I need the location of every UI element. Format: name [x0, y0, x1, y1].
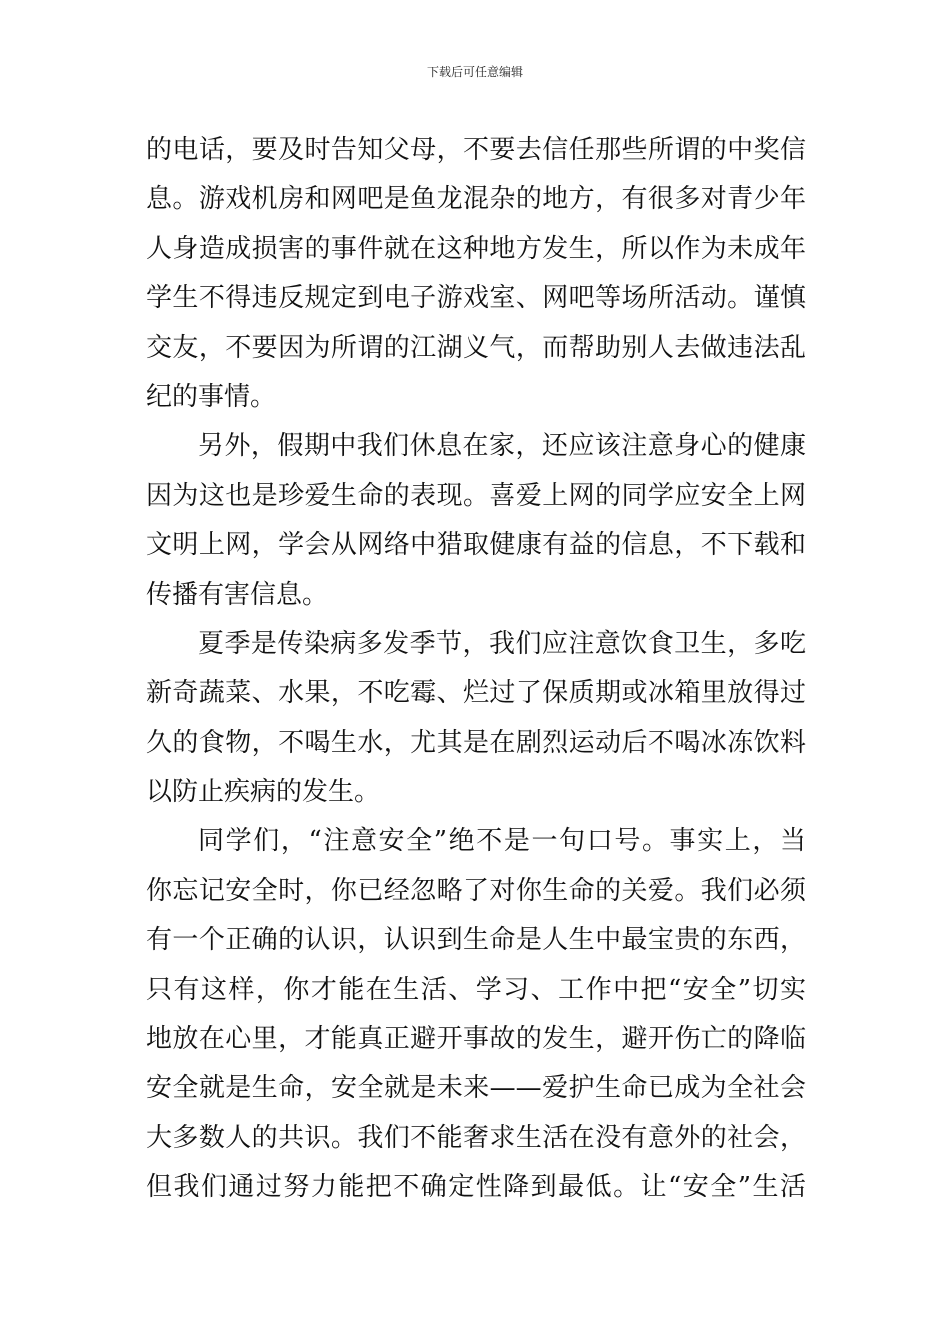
text-line: 文明上网，学会从网络中猎取健康有益的信息，不下载和: [146, 530, 806, 561]
text-line: 新奇蔬菜、水果，不吃霉、烂过了保质期或冰箱里放得过: [146, 678, 806, 709]
text-line: 你忘记安全时，你已经忽略了对你生命的关爱。我们必须: [146, 875, 806, 906]
text-line: 因为这也是珍爱生命的表现。喜爱上网的同学应安全上网: [146, 480, 806, 511]
text-line: 安全就是生命，安全就是未来——爱护生命已成为全社会: [146, 1073, 806, 1104]
text-line: 只有这样，你才能在生活、学习、工作中把“安全”切实: [146, 974, 806, 1005]
text-line: 纪的事情。: [146, 381, 277, 412]
text-line: 人身造成损害的事件就在这种地方发生，所以作为未成年: [146, 233, 806, 264]
paragraph-first-line: 另外，假期中我们休息在家，还应该注意身心的健康: [198, 431, 806, 462]
text-line: 有一个正确的认识，认识到生命是人生中最宝贵的东西，: [146, 925, 806, 956]
text-line: 以防止疾病的发生。: [146, 777, 381, 808]
paragraph-first-line: 同学们，“注意安全”绝不是一句口号。事实上，当: [198, 826, 806, 857]
text-line: 但我们通过努力能把不确定性降到最低。让“安全”生活: [146, 1172, 806, 1203]
text-line: 交友，不要因为所谓的江湖义气，而帮助别人去做违法乱: [146, 332, 806, 363]
text-line: 大多数人的共识。我们不能奢求生活在没有意外的社会，: [146, 1122, 806, 1153]
body-text: [146, 126, 806, 1213]
paragraph-first-line: 夏季是传染病多发季节，我们应注意饮食卫生，多吃: [198, 628, 806, 659]
text-line: 的电话，要及时告知父母，不要去信任那些所谓的中奖信: [146, 135, 806, 165]
text-line: 地放在心里，才能真正避开事故的发生，避开伤亡的降临: [146, 1024, 806, 1055]
text-line: 息。游戏机房和网吧是鱼龙混杂的地方，有很多对青少年: [146, 184, 806, 215]
text-line: 传播有害信息。: [146, 579, 329, 610]
text-line: 学生不得违反规定到电子游戏室、网吧等场所活动。谨慎: [146, 283, 806, 314]
page-header: 下载后可任意编辑: [426, 65, 523, 79]
text-line: 久的食物，不喝生水，尤其是在剧烈运动后不喝冰冻饮料: [146, 727, 806, 758]
